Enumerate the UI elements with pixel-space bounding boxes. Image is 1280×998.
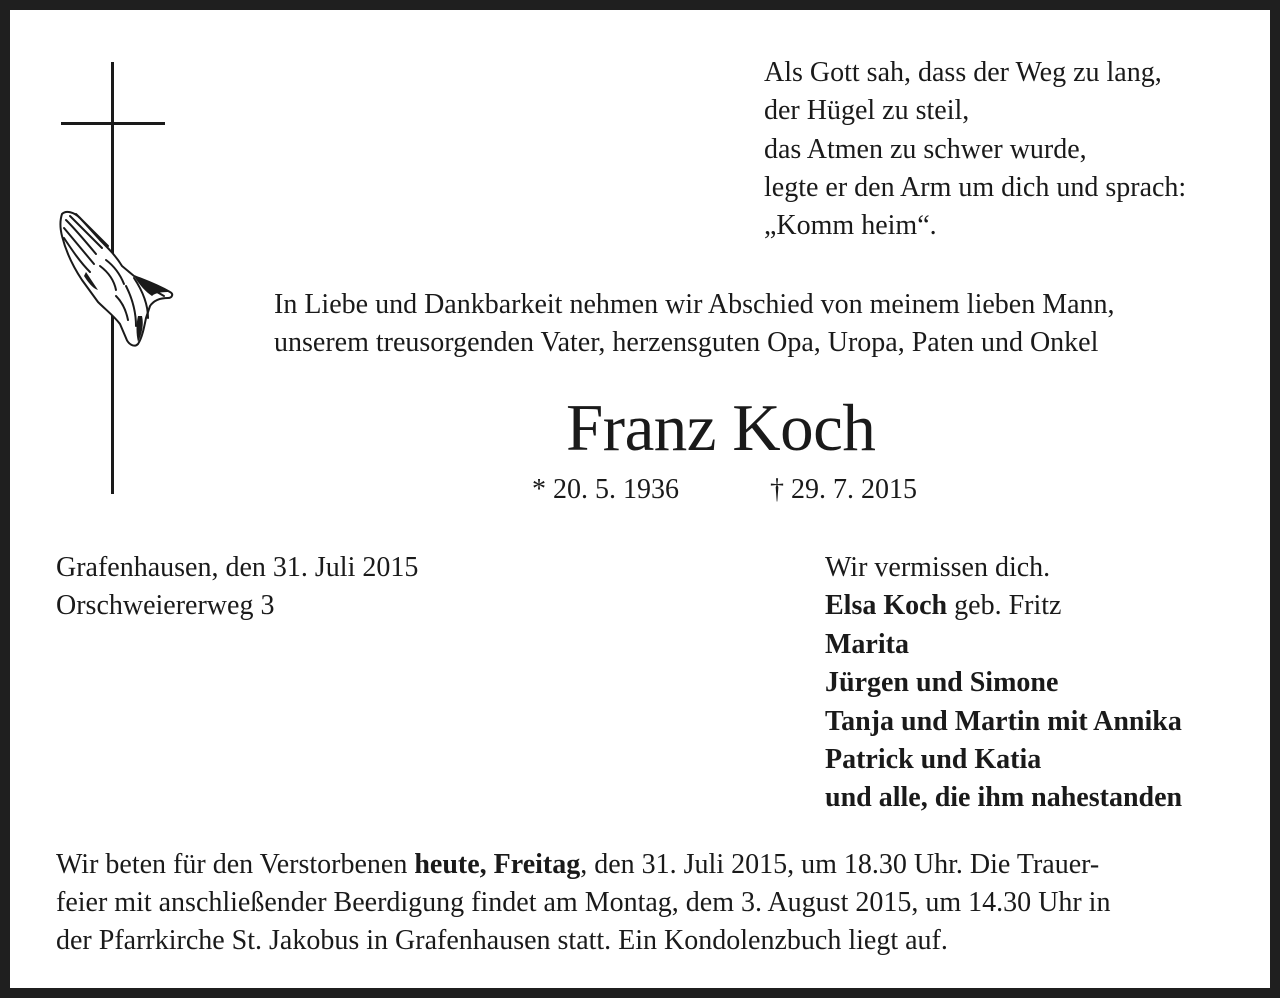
death-date: † 29. 7. 2015 <box>770 474 917 505</box>
mourners-list <box>825 549 1182 818</box>
mourner-line: Tanja und Martin mit Annika <box>825 705 1182 737</box>
mourner-line: Patrick und Katia <box>825 744 1042 776</box>
service-line: feier mit anschließender Beerdigung findet am Montag, dem 3. August 2015, um 14.30 Uhr in <box>56 887 1111 918</box>
service-line1-post: , den 31. Juli 2015, um 18.30 Uhr. Die Trauer- <box>580 849 1100 880</box>
city-date: Grafenhausen, den 31. Juli 2015 <box>56 552 419 583</box>
farewell-intro <box>274 286 1115 362</box>
service-line: der Pfarrkirche St. Jakobus in Grafenhausen statt. Ein Kondolenzbuch liegt auf. <box>56 925 948 956</box>
wife-maiden-name: geb. Fritz <box>947 590 1062 622</box>
poem-line: Als Gott sah, dass der Weg zu lang, <box>764 57 1162 88</box>
cross-bar <box>61 122 165 125</box>
deceased-name: Franz Koch <box>566 391 876 465</box>
poem-line: legte er den Arm um dich und sprach: <box>764 171 1187 203</box>
mourners-intro: Wir vermissen dich. <box>825 552 1051 583</box>
wife-name: Elsa Koch <box>825 590 948 622</box>
mourner-line: Marita <box>825 628 909 660</box>
poem-line: der Hügel zu steil, <box>764 95 970 127</box>
intro-line: In Liebe und Dankbarkeit nehmen wir Abschied von meinem lieben Mann, <box>274 289 1115 320</box>
poem <box>764 54 1186 245</box>
place-and-address <box>56 549 418 625</box>
poem-line: das Atmen zu schwer wurde, <box>764 133 1087 165</box>
service-day: heute, Freitag <box>414 849 581 880</box>
service-details <box>56 846 1110 960</box>
mourner-wife <box>825 587 1182 625</box>
mourner-line: Jürgen und Simone <box>825 667 1059 699</box>
street-address: Orschweiererweg 3 <box>56 590 275 621</box>
service-line1-pre: Wir beten für den Verstorbenen <box>56 849 415 880</box>
service-line <box>56 846 1110 884</box>
praying-hands-icon <box>56 206 180 352</box>
poem-line: „Komm heim“. <box>764 210 937 242</box>
intro-line: unserem treusorgenden Vater, herzensguten Opa, Uropa, Paten und Onkel <box>274 327 1099 358</box>
birth-date: * 20. 5. 1936 <box>532 474 679 505</box>
mourner-line: und alle, die ihm nahestanden <box>825 782 1183 814</box>
